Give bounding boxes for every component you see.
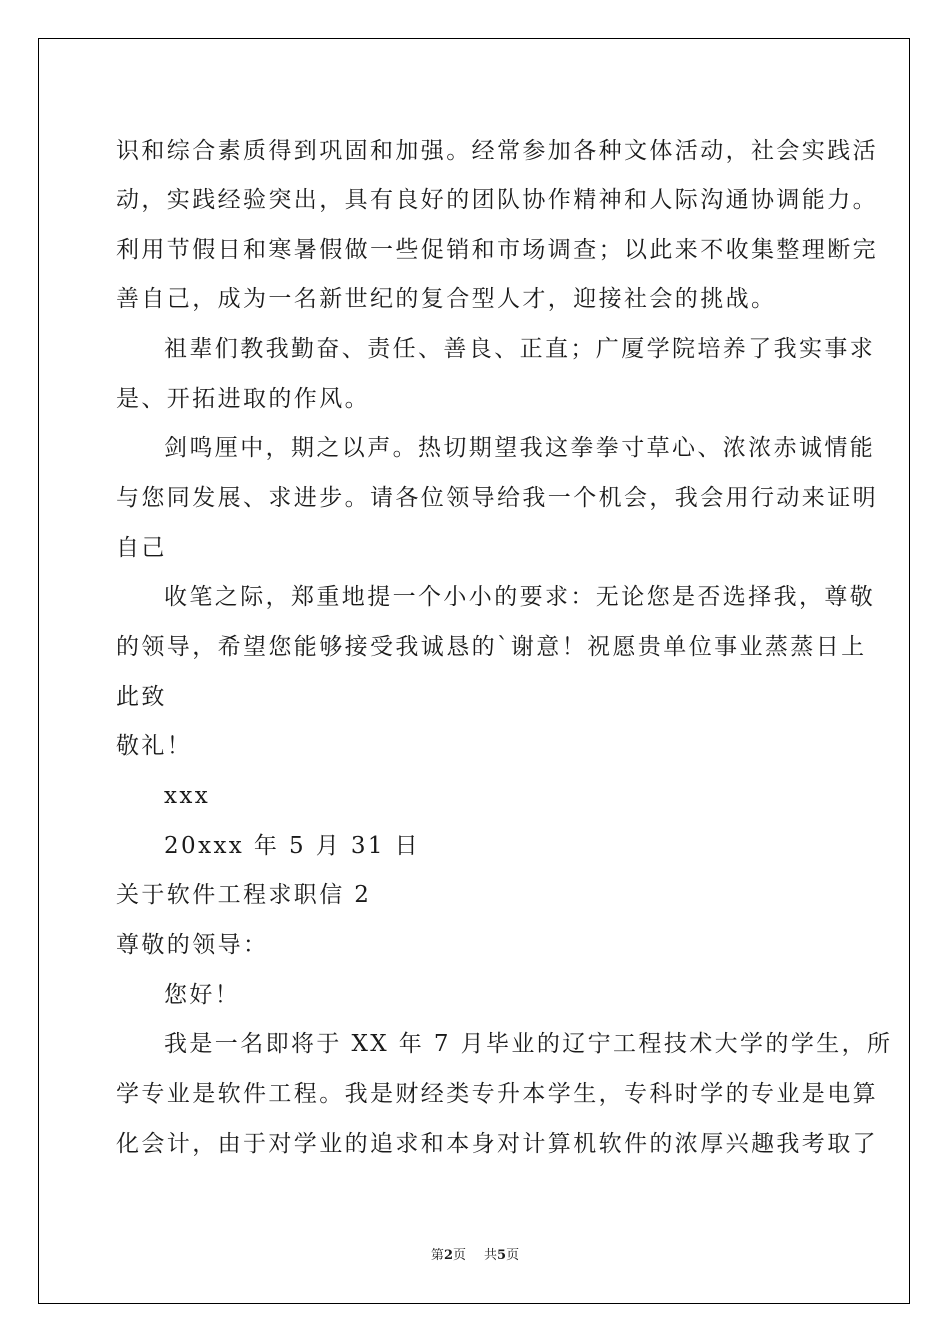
body-line-6: 是、开拓进取的作风。 bbox=[116, 386, 370, 412]
page-footer bbox=[0, 1247, 950, 1265]
body-line-2: 动，实践经验突出，具有良好的团队协作精神和人际沟通协调能力。 bbox=[116, 187, 878, 213]
greeting: 您好！ bbox=[164, 982, 241, 1008]
salutation: 尊敬的领导： bbox=[116, 932, 269, 958]
signature-name: xxx bbox=[164, 783, 211, 809]
body-line-7: 剑鸣厘中，期之以声。热切期望我这拳拳寸草心、浓浓赤诚情能 bbox=[164, 435, 876, 461]
body-line-21: 化会计，由于对学业的追求和本身对计算机软件的浓厚兴趣我考取了 bbox=[116, 1131, 878, 1157]
body-line-3: 利用节假日和寒暑假做一些促销和市场调查；以此来不收集整理断完 bbox=[116, 237, 878, 263]
body-line-8: 与您同发展、求进步。请各位领导给我一个机会，我会用行动来证明 bbox=[116, 485, 878, 511]
footer-total-suffix: 页 bbox=[506, 1248, 520, 1263]
footer-total-number: 5 bbox=[497, 1248, 507, 1263]
body-line-9: 自己 bbox=[116, 535, 167, 561]
body-line-5: 祖辈们教我勤奋、责任、善良、正直；广厦学院培养了我实事求 bbox=[164, 336, 876, 362]
body-line-20: 学专业是软件工程。我是财经类专升本学生，专科时学的专业是电算 bbox=[116, 1081, 878, 1107]
footer-page-number: 2 bbox=[443, 1248, 453, 1263]
closing-jingli: 敬礼！ bbox=[116, 733, 193, 759]
page-border bbox=[38, 38, 910, 1304]
footer-total-prefix: 共 bbox=[484, 1248, 498, 1263]
footer-page-suffix: 页 bbox=[452, 1248, 466, 1263]
signature-date: 20xxx 年 5 月 31 日 bbox=[164, 833, 421, 859]
body-line-4: 善自己，成为一名新世纪的复合型人才，迎接社会的挑战。 bbox=[116, 286, 777, 312]
footer-page-prefix: 第 bbox=[430, 1248, 444, 1263]
body-line-11: 的领导，希望您能够接受我诚恳的`谢意！祝愿贵单位事业蒸蒸日上 bbox=[116, 634, 867, 660]
body-line-1: 识和综合素质得到巩固和加强。经常参加各种文体活动，社会实践活 bbox=[116, 138, 878, 164]
closing-cizhi: 此致 bbox=[116, 684, 167, 710]
body-line-19: 我是一名即将于 XX 年 7 月毕业的辽宁工程技术大学的学生，所 bbox=[164, 1031, 893, 1057]
section-title: 关于软件工程求职信 2 bbox=[116, 882, 372, 908]
body-line-10: 收笔之际，郑重地提一个小小的要求：无论您是否选择我，尊敬 bbox=[164, 584, 876, 610]
